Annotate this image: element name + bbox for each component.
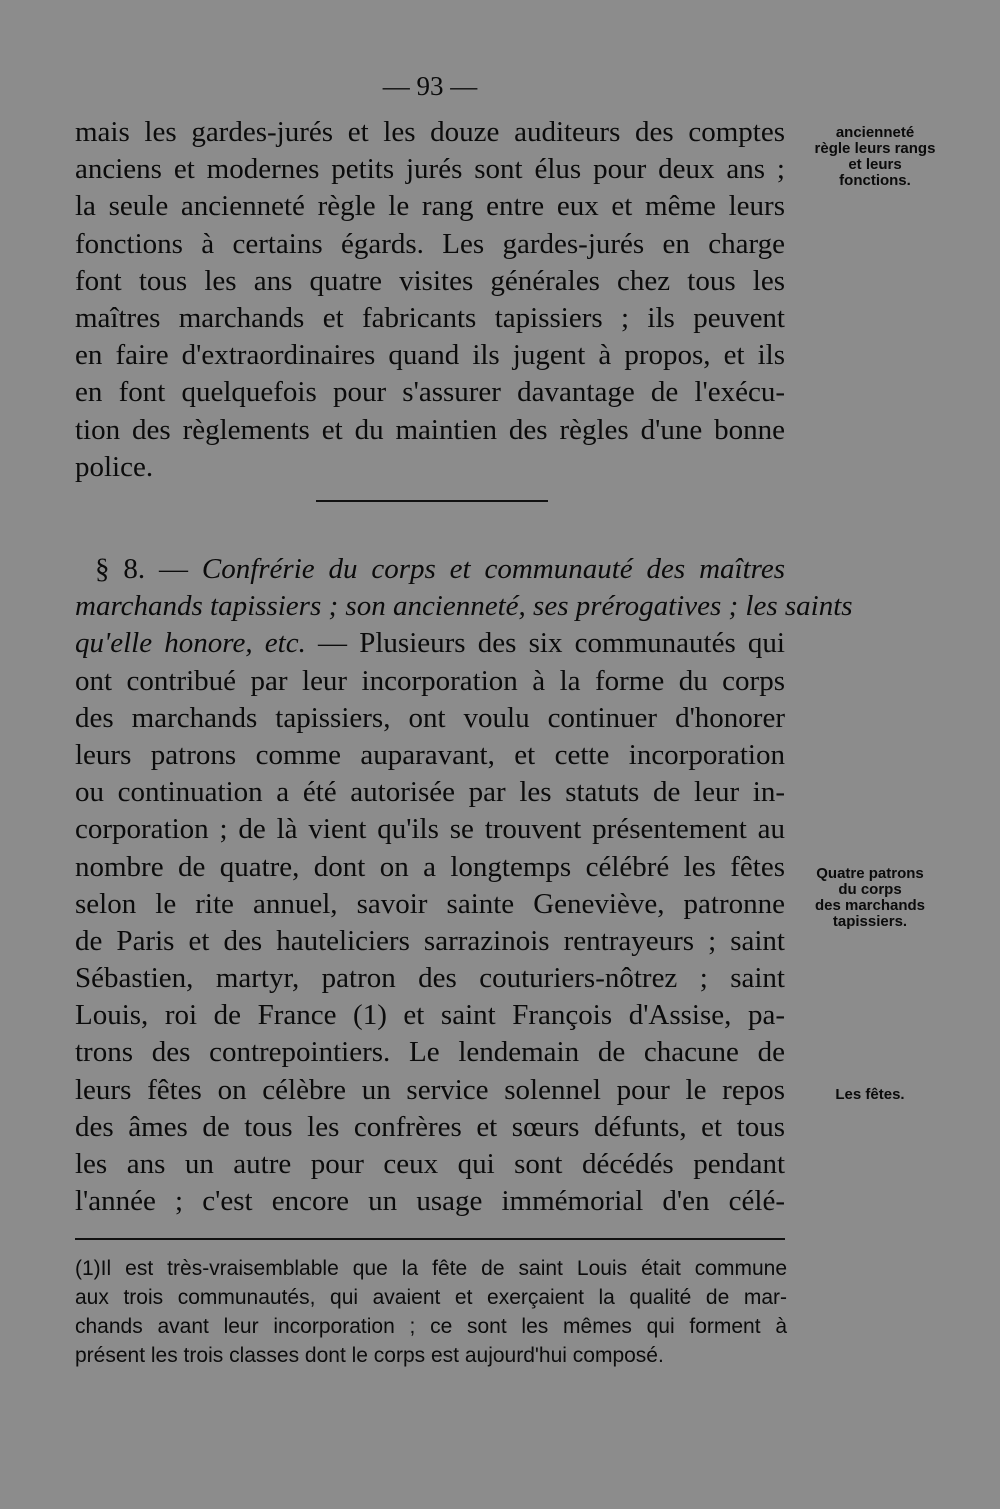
- margin-note-line: Quatre patrons: [816, 865, 924, 882]
- text-line: police.: [75, 450, 154, 483]
- text-line: leurs patrons comme auparavant, et cette incorporation: [75, 738, 785, 771]
- text-line: maîtres marchands et fabricants tapissiers ; ils peuvent: [75, 301, 785, 334]
- text-line: font tous les ans quatre visites générales chez tous les: [75, 264, 785, 297]
- page-number: — 93 —: [382, 71, 478, 101]
- margin-note-line: ancienneté: [835, 124, 915, 141]
- section-number: § 8. —: [95, 553, 202, 585]
- footnote-line: aux trois communautés, qui avaient et exerçaient la qualité de mar-: [75, 1286, 787, 1309]
- text-line: tion des règlements et du maintien des règles d'une bonne: [75, 413, 785, 446]
- margin-note-line: Les fêtes.: [835, 1086, 905, 1103]
- text-line: anciens et modernes petits jurés sont élus pour deux ans ;: [75, 153, 785, 186]
- text-line: nombre de quatre, dont on a longtemps célébré les fêtes: [75, 850, 785, 883]
- margin-note-patrons: [785, 866, 955, 930]
- section-title: marchands tapissiers ; son ancienneté, ses prérogatives ; les saints: [75, 590, 853, 623]
- paragraph-1: [75, 114, 785, 486]
- text-line: les ans un autre pour ceux qui sont décédés pendant: [75, 1148, 785, 1180]
- margin-note-line: fonctions.: [839, 172, 911, 189]
- section-8: [75, 551, 853, 1220]
- text-line: l'année ; c'est encore un usage immémorial d'en célé-: [75, 1185, 785, 1218]
- margin-note-line: des marchands: [814, 897, 926, 914]
- text-line: leurs fêtes on célèbre un service solennel pour le repos: [75, 1073, 785, 1106]
- text-line: fonctions à certains égards. Les gardes-jurés en charge: [75, 227, 785, 260]
- section-heading-line: [75, 551, 785, 588]
- text-line: des âmes de tous les confrères et sœurs défunts, et tous: [75, 1110, 785, 1143]
- section-heading-line: [75, 625, 785, 662]
- text-line: de Paris et des hauteliciers sarrazinois rentrayeurs ; saint: [75, 924, 785, 957]
- section-title: qu'elle honore, etc.: [75, 627, 306, 660]
- text-line: Sébastien, martyr, patron des couturiers-nôtrez ; saint: [75, 962, 785, 995]
- text-line: ont contribué par leur incorporation à la forme du corps: [75, 664, 785, 697]
- margin-note-anciennete: [790, 125, 960, 189]
- section-divider: [316, 500, 548, 502]
- margin-note-line: du corps: [838, 881, 902, 898]
- text-line: la seule ancienneté règle le rang entre eux et même leurs: [75, 190, 785, 223]
- text-run: — Plusieurs des six communautés qui: [305, 627, 785, 660]
- text-line: des marchands tapissiers, ont voulu continuer d'honorer: [75, 701, 785, 734]
- footnote: [75, 1254, 787, 1370]
- margin-note-line: et leurs: [848, 156, 902, 173]
- text-line: ou continuation a été autorisée par les statuts de leur in-: [75, 776, 785, 809]
- text-line: en font quelquefois pour s'assurer davantage de l'exécu-: [75, 376, 785, 409]
- text-line: trons des contrepointiers. Le lendemain de chacune de: [75, 1036, 785, 1069]
- text-line: Louis, roi de France (1) et saint François d'Assise, pa-: [75, 999, 785, 1032]
- margin-note-line: règle leurs rangs: [814, 140, 936, 157]
- footnote-line: chands avant leur incorporation ; ce sont les mêmes qui forment à: [75, 1315, 787, 1338]
- text-line: corporation ; de là vient qu'ils se trouvent présentement au: [75, 813, 785, 846]
- section-title: Confrérie du corps et communauté des maîtres: [201, 553, 785, 585]
- footnote-divider: [75, 1238, 785, 1240]
- text-line: en faire d'extraordinaires quand ils jugent à propos, et ils: [75, 339, 785, 372]
- footnote-line: (1)Il est très-vraisemblable que la fête de saint Louis était commune: [75, 1257, 787, 1280]
- section-heading-line: [75, 588, 853, 625]
- margin-note-line: tapissiers.: [832, 913, 908, 930]
- text-line: mais les gardes-jurés et les douze auditeurs des comptes: [75, 116, 785, 148]
- margin-note-fetes: [785, 1087, 955, 1103]
- text-line: selon le rite annuel, savoir sainte Geneviève, patronne: [75, 887, 785, 920]
- footnote-line: présent les trois classes dont le corps est aujourd'hui composé.: [75, 1344, 664, 1367]
